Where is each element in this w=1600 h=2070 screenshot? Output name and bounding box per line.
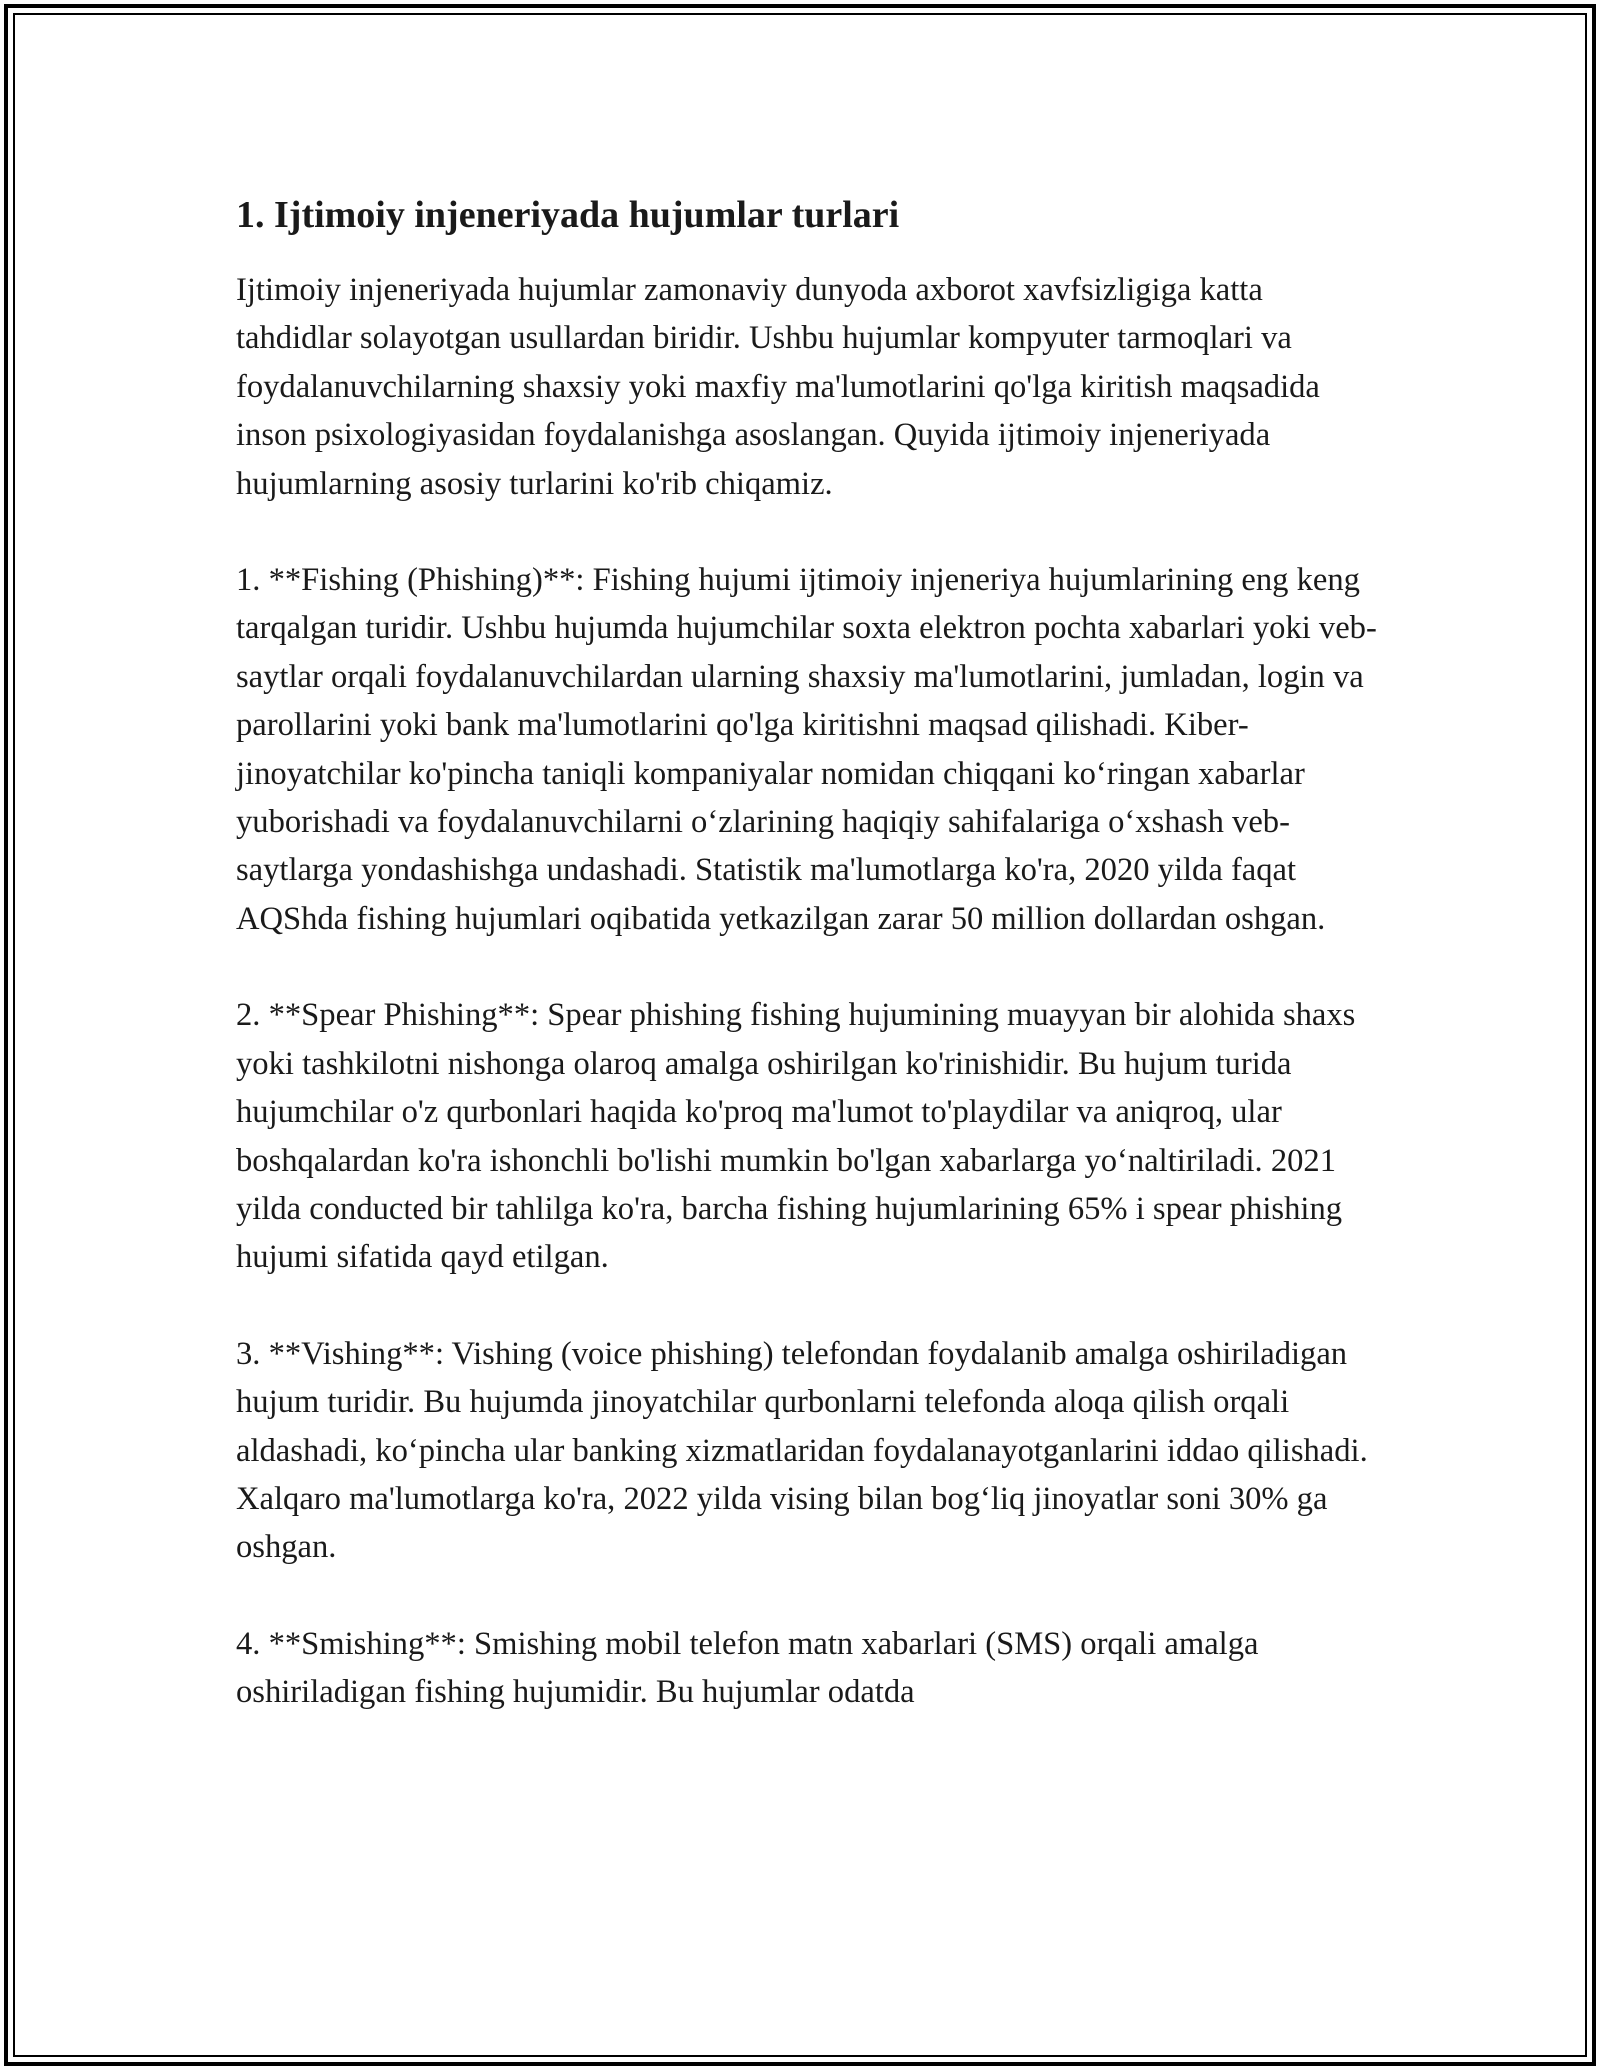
- section-heading: 1. Ijtimoiy injeneriyada hujumlar turlari: [236, 194, 900, 236]
- paragraph-vishing: 3. **Vishing**: Vishing (voice phishing) telefondan foydalanib amalga oshiriladigan hujum turidir. Bu hujumda jinoyatchilar qurbonlarni telefonda aloqa qilish orqali aldashadi, ko‘pincha ular banking xizmatlaridan foydalanayotganlarini iddao qilishadi. Xalqaro ma'lumotlarga ko'ra, 2022 yilda vising bilan bog‘liq jinoyatlar soni 30% ga oshgan.: [236, 1335, 1368, 1566]
- document-page: [236, 188, 1386, 1765]
- paragraph-intro: Ijtimoiy injeneriyada hujumlar zamonaviy dunyoda axborot xavfsizligiga katta tahdidlar solayotgan usullardan biridir. Ushbu hujumlar kompyuter tarmoqlari va foydalanuvchilarning shaxsiy yoki maxfiy ma'lumotlarini qo'lga kiritish maqsadida inson psixologiyasidan foydalanishga asoslangan. Quyida ijtimoiy injeneriyada hujumlarning asosiy turlarini ko'rib chiqamiz.: [236, 272, 1320, 502]
- paragraph-smishing: 4. **Smishing**: Smishing mobil telefon matn xabarlari (SMS) orqali amalga oshiriladigan fishing hujumidir. Bu hujumlar odatda: [236, 1625, 1259, 1711]
- paragraph-phishing: 1. **Fishing (Phishing)**: Fishing hujumi ijtimoiy injeneriya hujumlarining eng keng tarqalgan turidir. Ushbu hujumda hujumchilar soxta elektron pochta xabarlari yoki veb-saytlar orqali foydalanuvchilardan ularning shaxsiy ma'lumotlarini, jumladan, login va parollarini yoki bank ma'lumotlarini qo'lga kiritishni maqsad qilishadi. Kiber-jinoyatchilar ko'pincha taniqli kompaniyalar nomidan chiqqani ko‘ringan xabarlar yuborishadi va foydalanuvchilarni o‘zlarining haqiqiy sahifalariga o‘xshash veb-saytlarga yondashishga undashadi. Statistik ma'lumotlarga ko'ra, 2020 yilda faqat AQShda fishing hujumlari oqibatida yetkazilgan zarar 50 million dollardan oshgan.: [236, 562, 1377, 937]
- paragraph-spear-phishing: 2. **Spear Phishing**: Spear phishing fishing hujumining muayyan bir alohida shaxs yoki tashkilotni nishonga olaroq amalga oshirilgan ko'rinishidir. Bu hujum turida hujumchilar o'z qurbonlari haqida ko'proq ma'lumot to'playdilar va aniqroq, ular boshqalardan ko'ra ishonchli bo'lishi mumkin bo'lgan xabarlarga yo‘naltiriladi. 2021 yilda conducted bir tahlilga ko'ra, barcha fishing hujumlarining 65% i spear phishing hujumi sifatida qayd etilgan.: [236, 997, 1356, 1276]
